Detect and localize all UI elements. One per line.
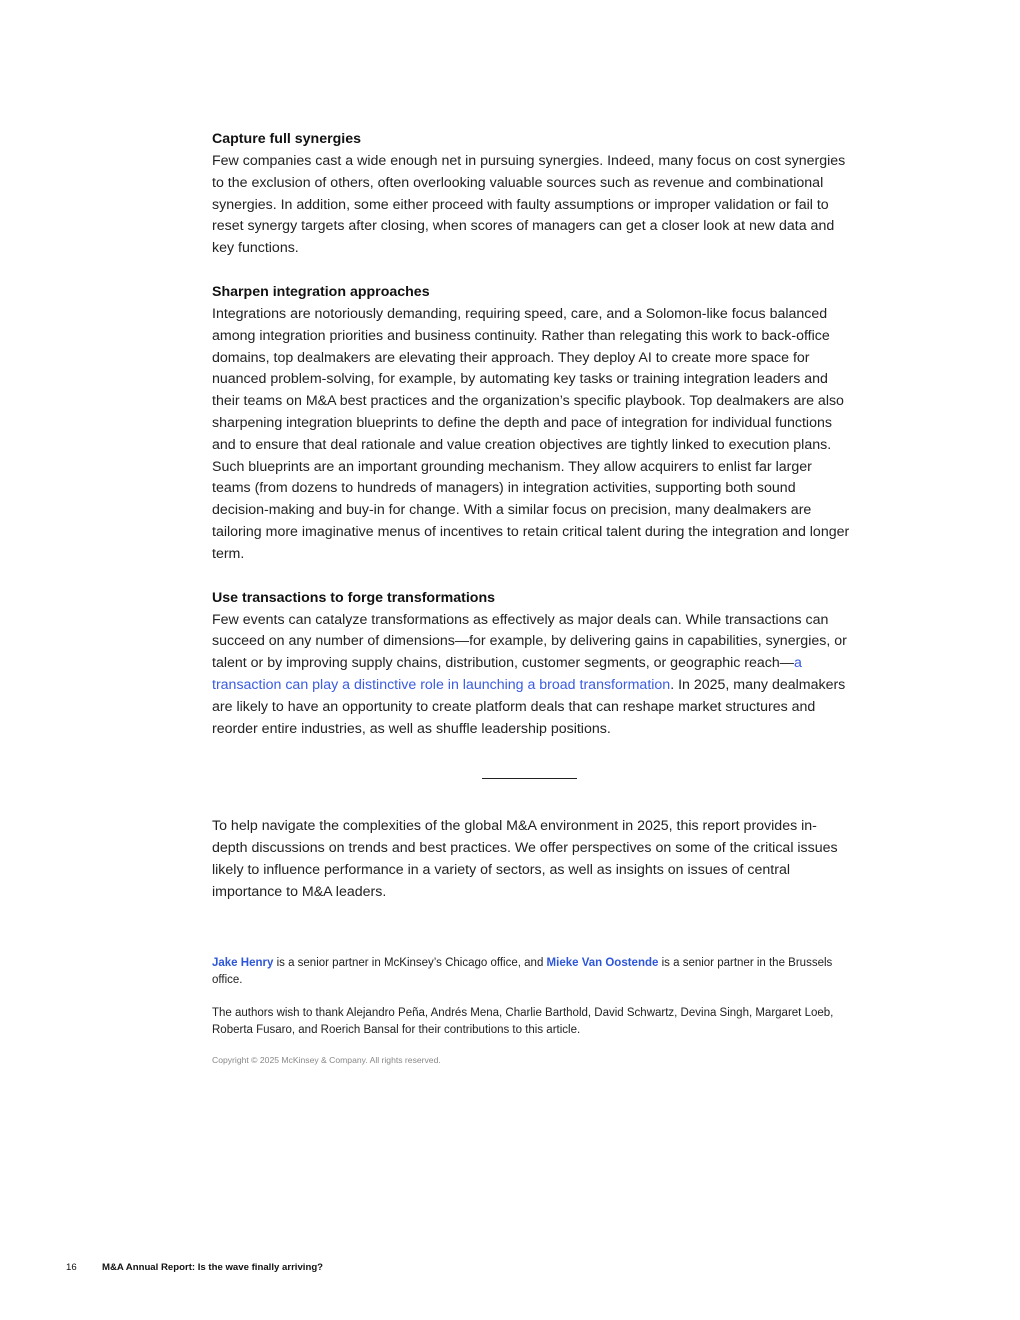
section-heading: Sharpen integration approaches <box>212 283 430 300</box>
author-bio-text: is a senior partner in McKinsey’s Chicago office, and <box>273 956 547 969</box>
section-body <box>212 610 852 741</box>
transformation-link[interactable]: a transaction can play a distinctive role in launching a broad transformation <box>212 655 802 693</box>
summary <box>212 816 852 903</box>
section-heading: Use transactions to forge transformations <box>212 589 496 606</box>
article-content <box>212 128 852 1065</box>
page-number: 16 <box>66 1262 77 1273</box>
body-text: Few events can catalyze transformations as effectively as major deals can. While transactions can succeed on any number of dimensions—for example, by delivering gains in capabilities, synergies, or talent or by improving supply chains, distribution, customer segments, or geographic reach— <box>212 611 847 672</box>
author-bio <box>212 955 852 990</box>
summary-text: To help navigate the complexities of the global M&A environment in 2025, this report provides in-depth discussions on trends and best practices. We offer perspectives on some of the critical issues likely to influence performance in a variety of sectors, as well as insights on issues of central importance to M&A leaders. <box>212 818 838 900</box>
section-body: Few companies cast a wide enough net in pursuing synergies. Indeed, many focus on cost synergies to the exclusion of others, often overlooking valuable sources such as revenue and combinational synergies. In addition, some either proceed with faulty assumptions or improper validation or fail to reset synergy targets after closing, when scores of managers can get a closer look at new data and key functions. <box>212 153 846 257</box>
author-bio-text: is a senior partner in the Brussels office. <box>212 956 833 987</box>
section-heading: Capture full synergies <box>212 131 362 147</box>
acknowledgments: The authors wish to thank Alejandro Peña, Andrés Mena, Charlie Barthold, David Schwartz, Devina Singh, Margaret Loeb, Roberta Fusaro, and Roerich Bansal for their contributions to this article. <box>212 1006 834 1037</box>
body-text: . In 2025, many dealmakers are likely to have an opportunity to create platform deals that can reshape market structures and reorder entire industries, as well as shuffle leadership positions. <box>212 676 846 737</box>
author-link-jake-henry[interactable]: Jake Henry <box>212 956 274 969</box>
author-notes <box>212 955 852 1065</box>
section-body: Integrations are notoriously demanding, requiring speed, care, and a Solomon-like focus balanced among integration priorities and business continuity. Rather than relegating this work to back-office domains, top dealmakers are elevating their approach. They deploy AI to create more space for nuanced problem-solving, for example, by automating key tasks or training integration leaders and their teams on M&A best practices and the organization’s specific playbook. Top dealmakers are also sharpening integration blueprints to define the depth and pace of integration for individual functions and to ensure that deal rationale and value creation objectives are tightly linked to execution plans. Such blueprints are an important grounding mechanism. They allow acquirers to enlist far larger teams (from dozens to hundreds of managers) in integration activities, supporting both sound decision-making and buy-in for change. With a similar focus on precision, many dealmakers are tailoring more imaginative menus of incentives to retain critical talent during the integration and longer term. <box>212 305 850 562</box>
section-capture-synergies <box>212 128 852 260</box>
report-title: M&A Annual Report: Is the wave finally arriving? <box>102 1262 324 1273</box>
author-link-mieke-van-oostende[interactable]: Mieke Van Oostende <box>546 956 659 969</box>
section-transformations <box>212 587 852 741</box>
copyright: Copyright © 2025 McKinsey & Company. All rights reserved. <box>212 1054 441 1065</box>
section-integration-approaches <box>212 281 852 566</box>
page-footer <box>66 1262 323 1273</box>
section-divider <box>482 778 577 779</box>
